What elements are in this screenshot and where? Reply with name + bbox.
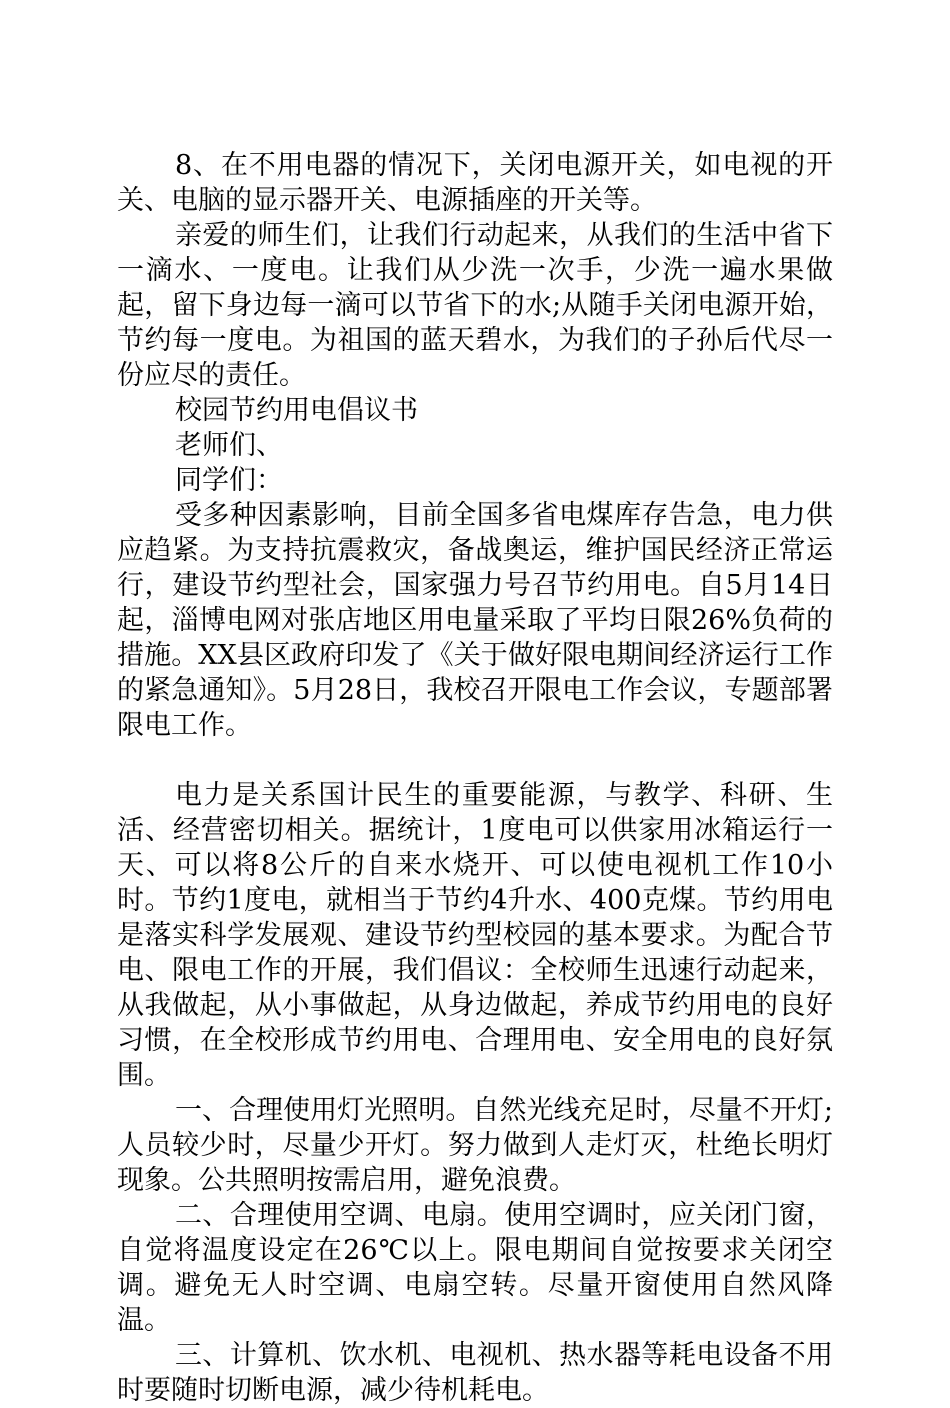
salutation-teachers: 老师们、 [175,430,283,461]
document-title: 校园节约用电倡议书 [175,395,418,426]
paragraph-importance: 电力是关系国计民生的重要能源，与教学、科研、生活、经营密切相关。据统计，1度电可以供家用冰箱运行一天、可以将8公斤的自来水烧开、可以使电视机工作10小时。节约1度电，就相当于节约4升水、400克煤。节约用电是落实科学发展观、建设节约型校园的基本要求。为配合节电、限电工作的开展，我们倡议：全校师生迅速行动起来，从我做起，从小事做起，从身边做起，养成节约用电的良好习惯，在全校形成节约用电、合理用电、安全用电的良好氛围。 [117,780,833,1091]
paragraph-spacer [117,743,833,778]
paragraph-appliances: 三、计算机、饮水机、电视机、热水器等耗电设备不用时要随时切断电源，减少待机耗电。 [117,1340,833,1406]
paragraph-appeal: 亲爱的师生们，让我们行动起来，从我们的生活中省下一滴水、一度电。让我们从少洗一次手，少洗一遍水果做起，留下身边每一滴可以节省下的水;从随手关闭电源开始，节约每一度电。为祖国的蓝天碧水，为我们的子孙后代尽一份应尽的责任。 [117,220,833,391]
paragraph-lighting: 一、合理使用灯光照明。自然光线充足时，尽量不开灯;人员较少时，尽量少开灯。努力做到人走灯灭，杜绝长明灯现象。公共照明按需启用，避免浪费。 [117,1095,833,1196]
paragraph-background: 受多种因素影响，目前全国多省电煤库存告急，电力供应趋紧。为支持抗震救灾，备战奥运，维护国民经济正常运行，建设节约型社会，国家强力号召节约用电。自5月14日起，淄博电网对张店地区用电量采取了平均日限26%负荷的措施。XX县区政府印发了《关于做好限电期间经济运行工作的紧急通知》。5月28日，我校召开限电工作会议，专题部署限电工作。 [117,500,833,741]
document-body [117,148,833,1408]
salutation-students: 同学们： [175,465,283,496]
paragraph-item-8: 8、在不用电器的情况下，关闭电源开关，如电视的开关、电脑的显示器开关、电源插座的开关等。 [117,150,833,216]
paragraph-air-conditioning: 二、合理使用空调、电扇。使用空调时，应关闭门窗，自觉将温度设定在26℃以上。限电期间自觉按要求关闭空调。避免无人时空调、电扇空转。尽量开窗使用自然风降温。 [117,1200,833,1336]
